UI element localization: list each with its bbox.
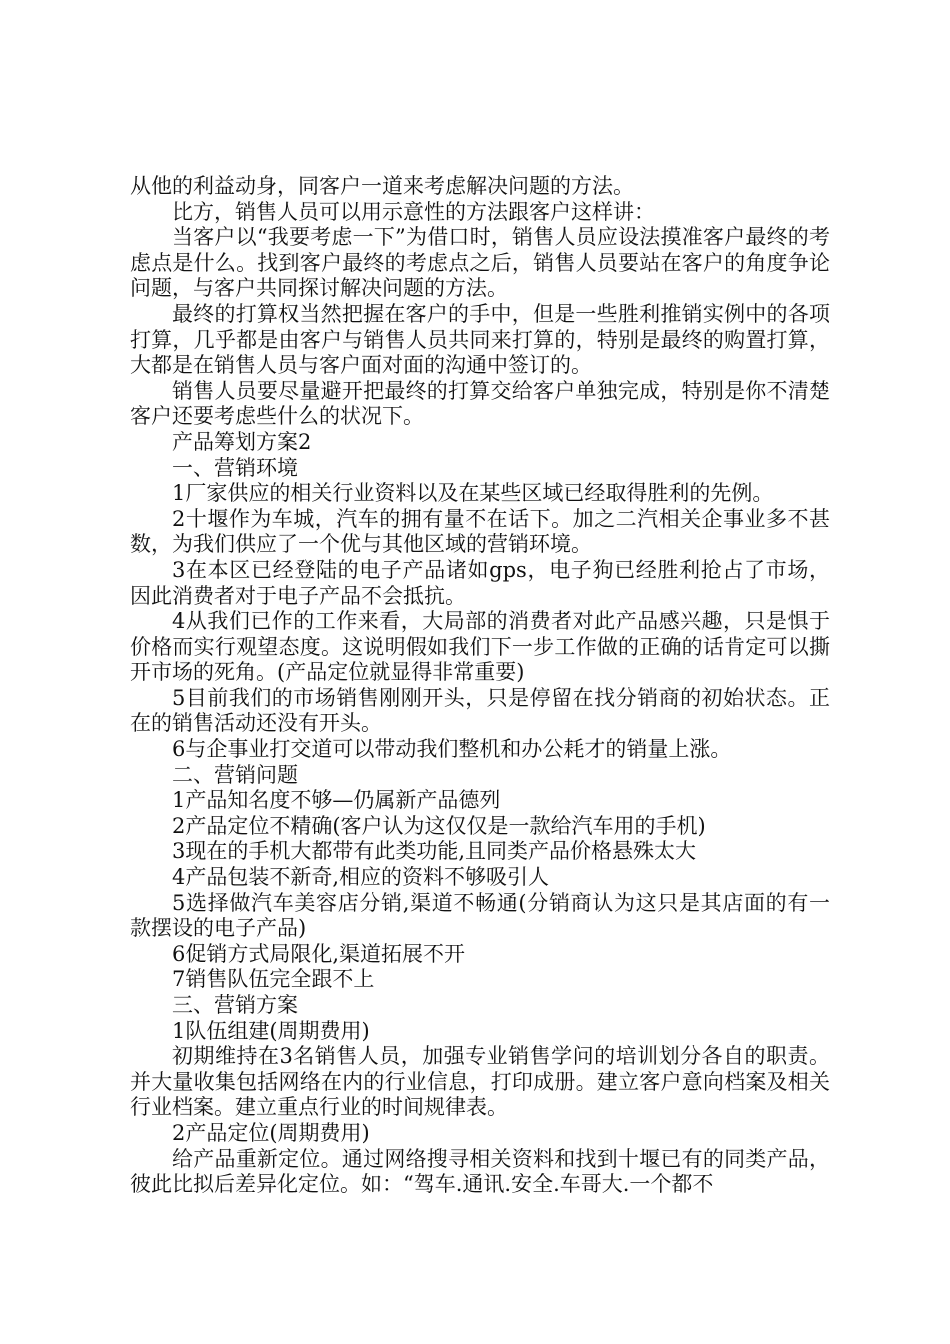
list-item: 4从我们已作的工作来看，大局部的消费者对此产品感兴趣，只是惧于价格而实行观望态度。这说明假如我们下一步工作做的正确的话肯定可以撕开市场的死角。(产品定位就显得非常重要) (130, 609, 830, 685)
list-item: 5目前我们的市场销售刚刚开头，只是停留在找分销商的初始状态。正在的销售活动还没有开头。 (130, 685, 830, 736)
paragraph: 销售人员要尽量避开把最终的打算交给客户单独完成，特别是你不清楚客户还要考虑些什么的状况下。 (130, 378, 830, 429)
list-item: 1产品知名度不够—仍属新产品德列 (172, 788, 501, 813)
list-item: 2产品定位不精确(客户认为这仅仅是一款给汽车用的手机) (172, 813, 706, 838)
paragraph: 从他的利益动身，同客户一道来考虑解决问题的方法。 (130, 174, 634, 198)
list-item: 3在本区已经登陆的电子产品诸如gps，电子狗已经胜利抢占了市场，因此消费者对于电子产品不会抵抗。 (130, 557, 830, 608)
paragraph: 当客户以“我要考虑一下”为借口时，销售人员应设法摸准客户最终的考虑点是什么。找到客户最终的考虑点之后，销售人员要站在客户的角度争论问题，与客户共同探讨解决问题的方法。 (130, 225, 830, 301)
paragraph: 比方，销售人员可以用示意性的方法跟客户这样讲： (172, 199, 655, 224)
list-item: 3现在的手机大都带有此类功能,且同类产品价格悬殊太大 (172, 839, 697, 864)
list-item: 7销售队伍完全跟不上 (172, 967, 375, 992)
list-item: 6促销方式局限化,渠道拓展不开 (172, 941, 466, 966)
paragraph: 给产品重新定位。通过网络搜寻相关资料和找到十堰已有的同类产品，彼此比拟后差异化定位。如：“驾车.通讯.安全.车哥大.一个都不 (130, 1146, 830, 1197)
section-heading: 二、营销问题 (172, 762, 298, 787)
list-item: 2产品定位(周期费用) (172, 1120, 370, 1145)
section-heading: 一、营销环境 (172, 455, 298, 480)
list-item: 1厂家供应的相关行业资料以及在某些区域已经取得胜利的先例。 (172, 481, 774, 506)
list-item: 4产品包装不新奇,相应的资料不够吸引人 (172, 865, 550, 890)
list-item: 2十堰作为车城，汽车的拥有量不在话下。加之二汽相关企事业多不甚数，为我们供应了一个优与其他区域的营销环境。 (130, 506, 830, 557)
list-item: 1队伍组建(周期费用) (172, 1018, 370, 1043)
section-heading: 产品筹划方案2 (172, 429, 312, 454)
section-heading: 三、营销方案 (172, 993, 298, 1017)
paragraph: 初期维持在3名销售人员，加强专业销售学问的培训划分各自的职责。并大量收集包括网络在内的行业信息，打印成册。建立客户意向档案及相关行业档案。建立重点行业的时间规律表。 (130, 1044, 830, 1120)
document-page (130, 174, 830, 1198)
list-item: 6与企事业打交道可以带动我们整机和办公耗才的销量上涨。 (172, 737, 732, 762)
paragraph: 最终的打算权当然把握在客户的手中，但是一些胜利推销实例中的各项打算，几乎都是由客户与销售人员共同来打算的，特别是最终的购置打算，大都是在销售人员与客户面对面的沟通中签订的。 (130, 301, 830, 378)
list-item: 5选择做汽车美容店分销,渠道不畅通(分销商认为这只是其店面的有一款摆设的电子产品) (130, 890, 830, 941)
